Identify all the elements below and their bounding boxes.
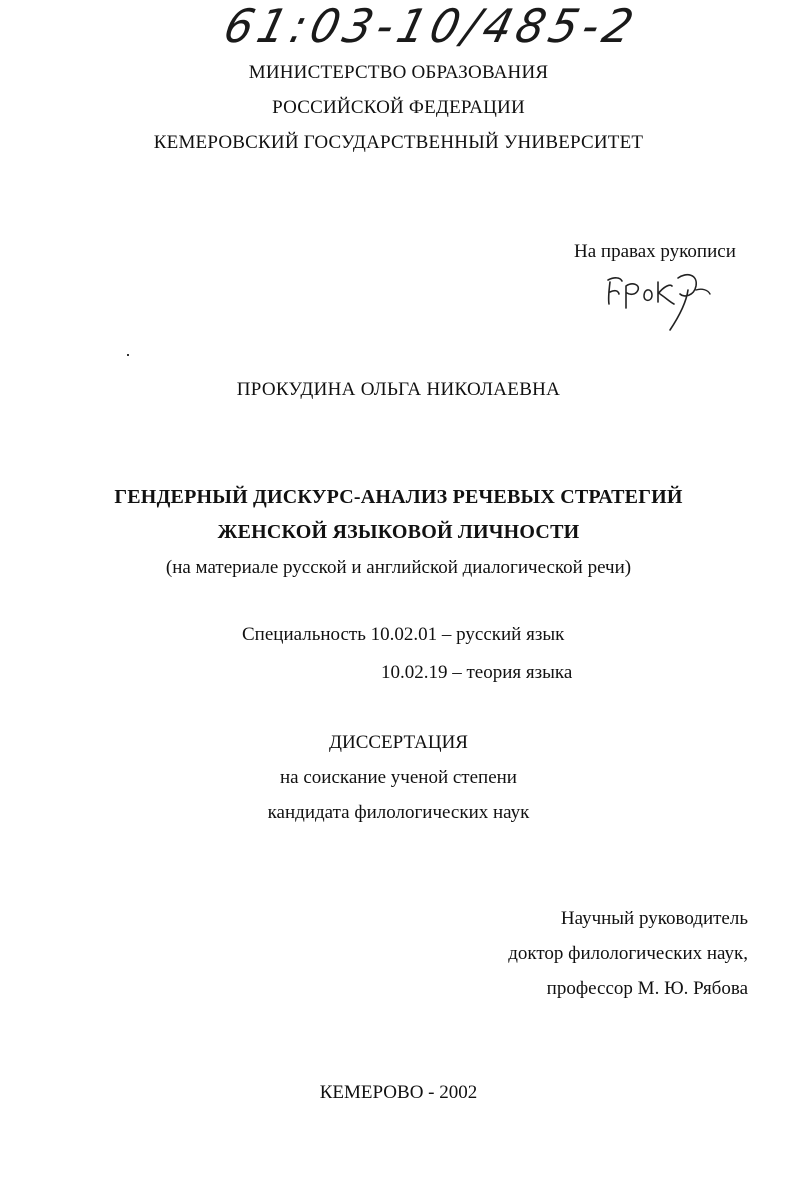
degree-line-1: на соискание ученой степени (280, 767, 517, 788)
archive-number-handwritten: 61:03-10/485-2 (218, 0, 644, 54)
institution-line-2: РОССИЙСКОЙ ФЕДЕРАЦИИ (272, 97, 525, 118)
supervisor-line-2: доктор филологических наук, (508, 943, 748, 964)
supervisor-line-3: профессор М. Ю. Рябова (546, 978, 748, 999)
signature (600, 268, 720, 338)
specialty-line-1: Специальность 10.02.01 – русский язык (242, 624, 565, 645)
dissertation-title-line-1: ГЕНДЕРНЫЙ ДИСКУРС-АНАЛИЗ РЕЧЕВЫХ СТРАТЕГИЙ (114, 486, 683, 508)
speck-mark (127, 354, 129, 356)
degree-line-2: кандидата филологических наук (267, 802, 530, 823)
dissertation-heading: ДИССЕРТАЦИЯ (329, 732, 468, 753)
specialty-line-2: 10.02.19 – теория языка (381, 662, 573, 683)
institution-line-3: КЕМЕРОВСКИЙ ГОСУДАРСТВЕННЫЙ УНИВЕРСИТЕТ (153, 132, 644, 153)
author-name: ПРОКУДИНА ОЛЬГА НИКОЛАЕВНА (236, 379, 561, 400)
dissertation-title-line-2: ЖЕНСКОЙ ЯЗЫКОВОЙ ЛИЧНОСТИ (217, 521, 580, 543)
dissertation-subtitle: (на материале русской и английской диалогической речи) (165, 557, 632, 578)
institution-line-1: МИНИСТЕРСТВО ОБРАЗОВАНИЯ (248, 62, 549, 83)
manuscript-note: На правах рукописи (574, 241, 736, 262)
supervisor-line-1: Научный руководитель (560, 908, 748, 929)
city-year: КЕМЕРОВО - 2002 (319, 1082, 478, 1103)
